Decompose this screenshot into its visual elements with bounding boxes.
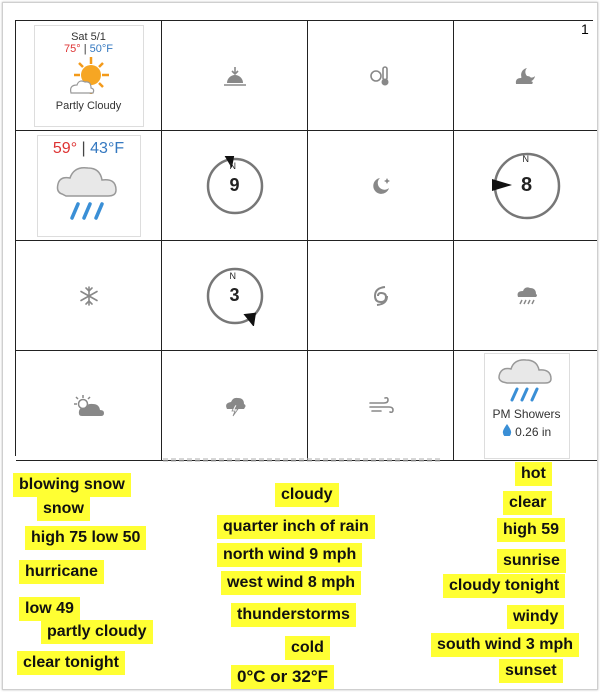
compass-west-8 (492, 151, 562, 221)
cell-showers-card[interactable] (454, 351, 598, 461)
label-partly-cloudy[interactable]: partly cloudy (41, 620, 153, 644)
compass-n-label: N (522, 153, 529, 164)
cell-thunderstorm[interactable] (162, 351, 308, 461)
cell-showers[interactable] (454, 241, 598, 351)
copyright-footnote (163, 458, 443, 462)
cell-compass-8[interactable] (454, 131, 598, 241)
thunderstorm-icon (223, 395, 247, 417)
label-clear[interactable]: clear (503, 491, 552, 515)
cell-forecast-card[interactable] (16, 21, 162, 131)
temp-low: 43°F (90, 139, 125, 157)
partly-cloudy-sun-icon (65, 55, 113, 97)
raindrop-icon (502, 424, 512, 436)
label-sunset[interactable]: sunset (499, 659, 563, 683)
forecast-condition: Partly Cloudy (55, 99, 122, 112)
label-west-wind-8[interactable]: west wind 8 mph (221, 571, 361, 595)
label-south-wind-3[interactable]: south wind 3 mph (431, 633, 579, 657)
forecast-low: 50°F (89, 42, 113, 55)
hot-thermometer-icon (368, 64, 394, 88)
cell-sunset[interactable] (162, 21, 308, 131)
cell-cloudy-night[interactable] (454, 21, 598, 131)
wind-icon (368, 396, 394, 416)
rain-cloud-icon (497, 354, 557, 404)
cell-hurricane[interactable] (308, 241, 454, 351)
partly-cloudy-icon (72, 394, 106, 418)
compass-n-label: N (229, 160, 236, 171)
cell-hot[interactable] (308, 21, 454, 131)
label-windy[interactable]: windy (507, 605, 564, 629)
compass-north-9 (205, 156, 265, 216)
clear-night-icon (370, 175, 392, 197)
cell-snow[interactable] (16, 241, 162, 351)
label-low-49[interactable]: low 49 (19, 597, 80, 621)
label-cold[interactable]: cold (285, 636, 330, 660)
hurricane-icon (371, 284, 391, 308)
label-sunrise[interactable]: sunrise (497, 549, 566, 573)
label-hurricane[interactable]: hurricane (19, 560, 104, 584)
rain-cloud-icon (54, 158, 124, 224)
compass-value: 9 (229, 175, 240, 195)
compass-n-label: N (229, 270, 236, 281)
cell-temp-card[interactable] (16, 131, 162, 241)
label-hot[interactable]: hot (515, 462, 552, 486)
snowflake-icon (78, 285, 100, 307)
label-freezing-point[interactable]: 0°C or 32°F (231, 665, 334, 689)
temp-high: 59° (52, 139, 78, 157)
cell-compass-9[interactable] (162, 131, 308, 241)
label-blowing-snow[interactable]: blowing snow (13, 473, 131, 497)
forecast-date: Sat 5/1 (71, 30, 106, 43)
label-cloudy-tonight[interactable]: cloudy tonight (443, 574, 565, 598)
temp-card (37, 135, 141, 237)
forecast-high: 75° (64, 42, 81, 55)
forecast-sep: | (80, 42, 90, 55)
compass-value: 3 (229, 285, 240, 305)
showers-card (484, 353, 570, 459)
cell-partly-cloudy[interactable] (16, 351, 162, 461)
temp-sep: | (77, 139, 91, 157)
sunset-icon (222, 65, 248, 87)
cloudy-night-icon (513, 65, 541, 87)
label-north-wind-9[interactable]: north wind 9 mph (217, 543, 362, 567)
label-cloudy[interactable]: cloudy (275, 483, 339, 507)
showers-icon (515, 285, 539, 307)
cell-wind[interactable] (308, 351, 454, 461)
label-clear-tonight[interactable]: clear tonight (17, 651, 125, 675)
compass-south-3 (205, 266, 265, 326)
worksheet-frame (2, 2, 598, 690)
compass-value: 8 (520, 174, 533, 196)
forecast-card (34, 25, 144, 127)
showers-condition: PM Showers (492, 406, 561, 421)
label-thunderstorms[interactable]: thunderstorms (231, 603, 356, 627)
label-high-75-low-50[interactable]: high 75 low 50 (25, 526, 146, 550)
showers-rain-amount: 0.26 in (515, 424, 552, 439)
label-quarter-inch-rain[interactable]: quarter inch of rain (217, 515, 375, 539)
cell-clear-night[interactable] (308, 131, 454, 241)
page-number: 1 (581, 21, 589, 37)
cell-compass-3[interactable] (162, 241, 308, 351)
label-snow[interactable]: snow (37, 497, 90, 521)
label-high-59[interactable]: high 59 (497, 518, 565, 542)
weather-grid (15, 20, 593, 456)
